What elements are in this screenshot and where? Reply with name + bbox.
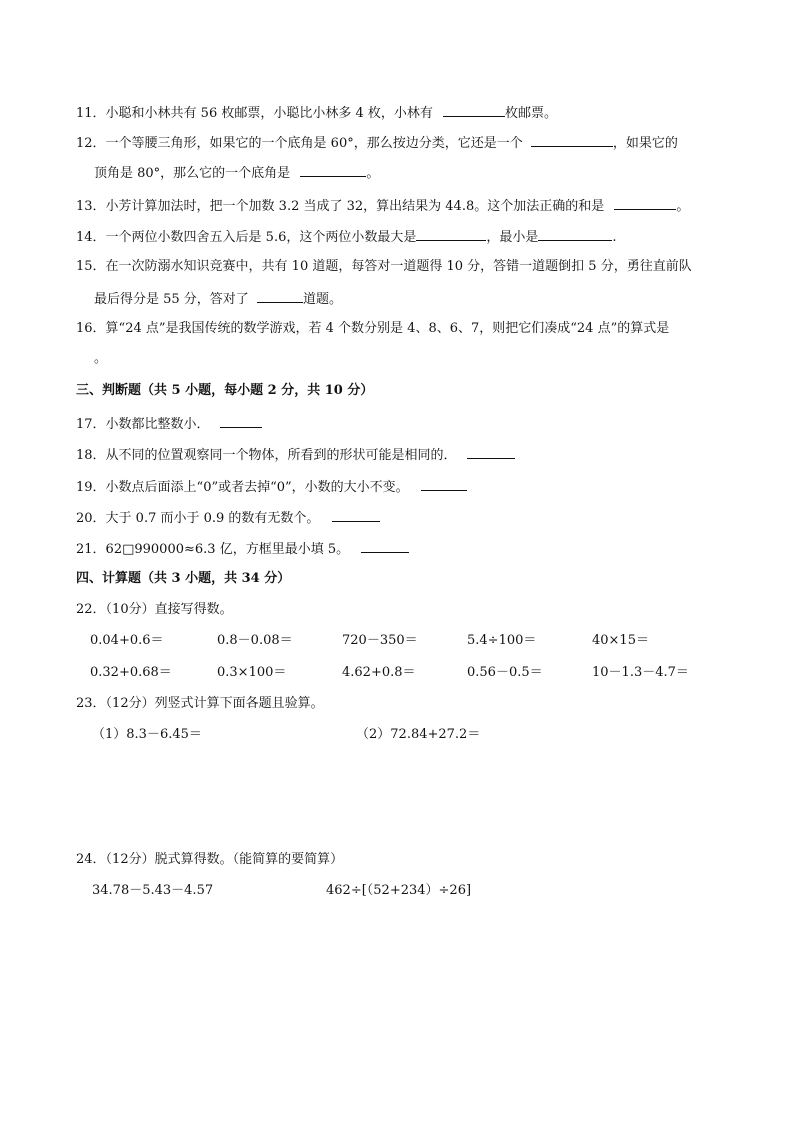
stepwise-calc-item: 34.78－5.43－4.57 — [92, 883, 214, 898]
question-12-suffix: ，如果它的 — [612, 136, 678, 151]
answer-blank[interactable] — [443, 103, 505, 117]
answer-blank[interactable] — [300, 163, 366, 177]
mental-calc-item: 10－1.3－4.7＝ — [592, 665, 689, 680]
question-15-text: 15．在一次防溺水知识竞赛中，共有 10 道题，每答对一道题得 10 分，答错一道题倒扣 5 分，勇往直前队 — [76, 259, 692, 274]
answer-blank[interactable] — [467, 445, 515, 459]
question-13-suffix: 。 — [676, 199, 690, 214]
mental-calc-item: 0.3×100＝ — [217, 665, 287, 680]
question-14-suffix: . — [612, 230, 617, 245]
mental-calc-item: 0.8－0.08＝ — [217, 633, 293, 648]
stepwise-calc-item: 462÷[（52+234）÷26] — [326, 883, 472, 898]
question-18-text: 18．从不同的位置观察同一个物体，所看到的形状可能是相同的． — [76, 448, 457, 463]
section-3-title: 三、判断题（共 5 小题，每小题 2 分，共 10 分） — [76, 383, 374, 398]
question-15-line2 — [94, 289, 342, 309]
question-13 — [76, 196, 689, 216]
question-16-line1 — [76, 320, 669, 338]
answer-blank[interactable] — [421, 477, 467, 491]
question-20-text: 20．大于 0.7 而小于 0.9 的数有无数个。 — [76, 511, 320, 526]
answer-blank[interactable] — [332, 508, 380, 522]
answer-blank[interactable] — [531, 133, 613, 147]
question-15-suffix: 道题。 — [302, 292, 342, 307]
mental-calc-item: 720－350＝ — [342, 633, 418, 648]
section-4-title: 四、计算题（共 3 小题，共 34 分） — [76, 571, 291, 586]
answer-blank[interactable] — [361, 539, 409, 553]
question-23-title: 23．（12分）列竖式计算下面各题且验算。 — [76, 696, 324, 711]
question-12-suffix-2: 。 — [366, 166, 380, 181]
answer-blank-min[interactable] — [538, 227, 612, 241]
answer-blank[interactable] — [257, 289, 303, 303]
question-19 — [76, 477, 467, 497]
question-17 — [76, 414, 262, 434]
question-24-title: 24．（12分）脱式算得数。（能简算的要简算） — [76, 852, 344, 867]
answer-blank-max[interactable] — [416, 227, 486, 241]
question-19-text: 19．小数点后面添上“0”或者去掉“0”，小数的大小不变。 — [76, 480, 409, 495]
answer-blank[interactable] — [220, 414, 262, 428]
question-14 — [76, 227, 617, 247]
question-17-text: 17．小数都比整数小． — [76, 417, 210, 432]
question-13-text: 13．小芳计算加法时，把一个加数 3.2 当成了 32，算出结果为 44.8。这个加法正确的和是 — [76, 199, 605, 214]
mental-calc-item: 40×15＝ — [592, 633, 649, 648]
question-11 — [76, 103, 557, 123]
question-18 — [76, 445, 515, 465]
question-12-text-2: 顶角是 80°，那么它的一个底角是 — [94, 166, 291, 181]
question-21-text: 21．62□990000≈6.3 亿，方框里最小填 5。 — [76, 542, 350, 557]
question-16-line2 — [94, 350, 107, 368]
mental-calc-item: 0.32+0.68＝ — [90, 665, 172, 680]
mental-calc-item: 0.04+0.6＝ — [90, 633, 164, 648]
question-15-text-2: 最后得分是 55 分，答对了 — [94, 292, 249, 307]
question-15-line1 — [76, 258, 692, 276]
question-21 — [76, 539, 409, 559]
question-20 — [76, 508, 380, 528]
mental-calc-item: 0.56－0.5＝ — [467, 665, 543, 680]
question-12-text: 12．一个等腰三角形，如果它的一个底角是 60°，那么按边分类，它还是一个 — [76, 136, 523, 151]
question-12-line1 — [76, 133, 678, 153]
vertical-calc-item: （2）72.84+27.2＝ — [356, 727, 481, 742]
question-14-text: 14．一个两位小数四舍五入后是 5.6，这个两位小数最大是 — [76, 230, 417, 245]
question-11-suffix: 枚邮票。 — [505, 106, 558, 121]
answer-blank[interactable] — [614, 196, 676, 210]
question-16-suffix: 。 — [94, 351, 108, 366]
vertical-calc-item: （1）8.3－6.45＝ — [92, 727, 202, 742]
question-22-title: 22．（10分）直接写得数。 — [76, 602, 233, 617]
question-11-text: 11．小聪和小林共有 56 枚邮票，小聪比小林多 4 枚，小林有 — [76, 106, 433, 121]
question-14-mid: ，最小是 — [486, 230, 539, 245]
mental-calc-item: 5.4÷100＝ — [467, 633, 537, 648]
mental-calc-item: 4.62+0.8＝ — [342, 665, 416, 680]
question-16-text: 16．算“24 点”是我国传统的数学游戏，若 4 个数分别是 4、8、6、7，则把它们凑成“24 点”的算式是 — [76, 321, 670, 336]
question-12-line2 — [94, 163, 379, 183]
